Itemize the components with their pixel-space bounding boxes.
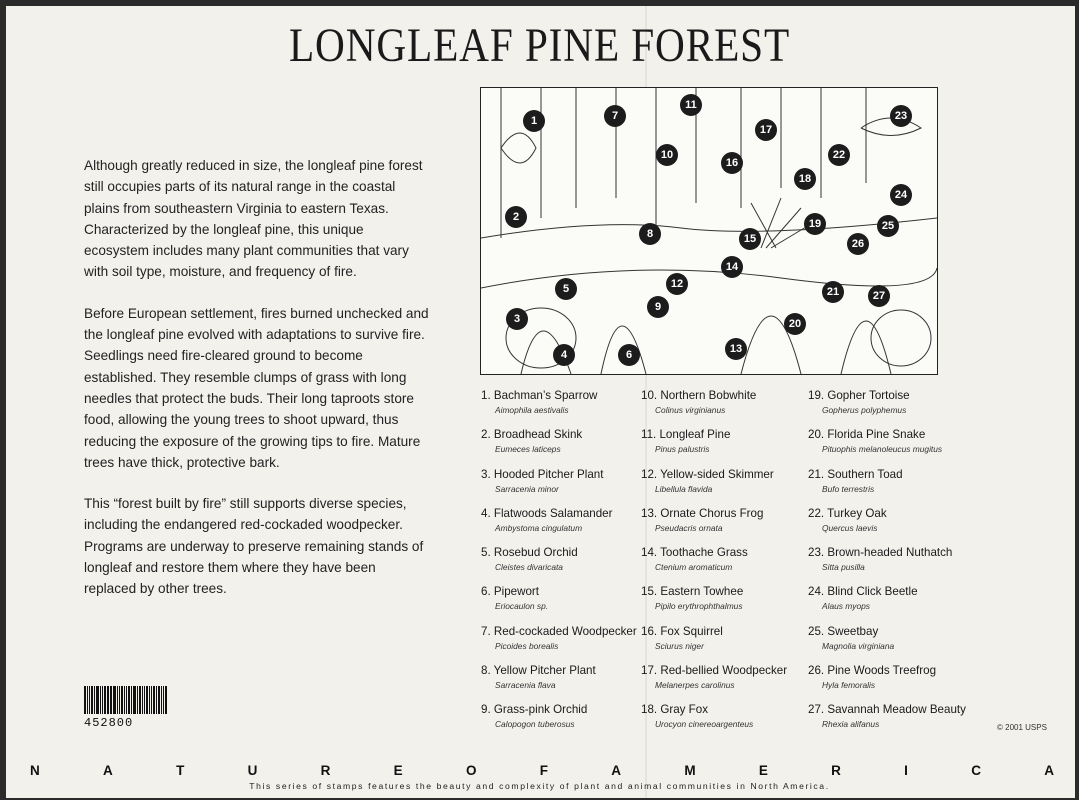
species-item	[641, 585, 821, 624]
barcode-bar	[126, 686, 127, 714]
key-marker: 25	[877, 215, 899, 237]
species-item	[808, 507, 988, 546]
species-scientific-name: Alaus myops	[822, 601, 870, 612]
species-scientific-name: Bufo terrestris	[822, 483, 875, 494]
species-scientific-name: Pituophis melanoleucus mugitus	[822, 444, 943, 455]
species-scientific-name: Pipilo erythrophthalmus	[655, 601, 743, 612]
species-item	[808, 585, 988, 624]
series-letter: I	[904, 763, 908, 778]
species-item	[641, 389, 821, 428]
species-scientific-name: Sarracenia flava	[495, 680, 556, 691]
species-scientific-name: Urocyon cinereoargenteus	[655, 719, 754, 730]
series-letter: R	[320, 763, 331, 778]
species-scientific-name: Ctenium aromaticum	[655, 562, 733, 573]
species-name: 24. Blind Click Beetle	[808, 585, 918, 599]
key-marker: 24	[890, 184, 912, 206]
species-column	[481, 389, 661, 743]
series-tagline: This series of stamps features the beauty and complexity of plant and animal communities in North America.	[249, 781, 830, 791]
series-letter: C	[971, 763, 981, 778]
species-item	[641, 625, 821, 664]
species-item	[641, 428, 821, 467]
species-name: 11. Longleaf Pine	[641, 428, 731, 442]
species-scientific-name: Eriocaulon sp.	[495, 601, 549, 612]
species-column	[808, 389, 988, 743]
species-name: 16. Fox Squirrel	[641, 624, 723, 638]
key-marker: 12	[666, 273, 688, 295]
key-marker: 27	[868, 285, 890, 307]
key-marker: 18	[794, 168, 816, 190]
species-name: 19. Gopher Tortoise	[808, 389, 910, 402]
intro-paragraph: Although greatly reduced in size, the longleaf pine forest still occupies parts of its natural range in the coastal plains from southeastern Virginia to eastern Texas. Characterized by the longleaf pine, this unique ecosystem includes many plant communities that vary with soil type, moisture, and frequency of fire.	[84, 158, 423, 280]
key-marker: 20	[784, 313, 806, 335]
series-letter: E	[393, 763, 403, 778]
species-item	[808, 703, 988, 742]
key-marker: 21	[822, 281, 844, 303]
intro-text	[84, 155, 429, 620]
barcode-bar	[102, 686, 103, 714]
key-marker: 22	[828, 144, 850, 166]
barcode-bar	[91, 686, 93, 714]
barcode-bar	[165, 686, 167, 714]
barcode-bar	[84, 686, 86, 714]
species-name: 9. Grass-pink Orchid	[481, 703, 588, 717]
species-name: 13. Ornate Chorus Frog	[641, 506, 764, 520]
species-item	[641, 507, 821, 546]
barcode-bar	[89, 686, 90, 714]
barcode-bar	[96, 686, 99, 714]
species-scientific-name: Eumeces laticeps	[495, 444, 561, 455]
key-marker: 10	[656, 144, 678, 166]
intro-paragraph: Before European settlement, fires burned unchecked and the longleaf pine evolved with adaptations to survive fire. Seedlings need fire-cleared ground to become established. They resemble clumps of grass with long needles that protect the buds. Their long taproots store food, allowing the young trees to shoot upward, thus reducing the exposure of the growing tips to fire. Mature trees have thick, protective bark.	[84, 305, 429, 470]
species-scientific-name: Hyla femoralis	[822, 680, 876, 691]
key-marker: 6	[618, 344, 640, 366]
species-item	[481, 703, 661, 742]
barcode-bar	[113, 686, 116, 714]
species-name: 23. Brown-headed Nuthatch	[808, 546, 953, 560]
series-letter: F	[539, 763, 548, 778]
species-scientific-name: Gopherus polyphemus	[822, 405, 907, 415]
species-name: 1. Bachman’s Sparrow	[481, 389, 598, 402]
species-scientific-name: Aimophila aestivalis	[495, 405, 569, 415]
barcode-bar	[133, 686, 136, 714]
barcode-bar	[100, 686, 101, 714]
species-item	[481, 428, 661, 467]
key-marker: 7	[604, 105, 626, 127]
species-item	[481, 389, 661, 428]
series-title	[30, 763, 1054, 778]
species-name: 27. Savannah Meadow Beauty	[808, 703, 966, 717]
series-letter: N	[30, 763, 40, 778]
barcode-bar	[104, 686, 106, 714]
series-letter: T	[176, 763, 185, 778]
key-marker: 26	[847, 233, 869, 255]
species-scientific-name: Ambystoma cingulatum	[495, 522, 583, 533]
key-marker: 1	[523, 110, 545, 132]
key-marker: 14	[721, 256, 743, 278]
species-scientific-name: Quercus laevis	[822, 522, 878, 533]
series-letter: U	[247, 763, 258, 778]
species-column	[641, 389, 821, 743]
species-item	[481, 546, 661, 585]
species-item	[808, 625, 988, 664]
species-scientific-name: Cleistes divaricata	[495, 562, 563, 573]
species-name: 14. Toothache Grass	[641, 546, 748, 560]
barcode-bar	[124, 686, 125, 714]
forest-illustration	[481, 88, 937, 374]
species-name: 3. Hooded Pitcher Plant	[481, 467, 604, 481]
species-name: 8. Yellow Pitcher Plant	[481, 664, 596, 678]
species-name: 26. Pine Woods Treefrog	[808, 664, 937, 678]
barcode-bar	[163, 686, 164, 714]
key-marker: 9	[647, 296, 669, 318]
barcode-bar	[149, 686, 150, 714]
key-marker: 2	[505, 206, 527, 228]
species-scientific-name: Sciurus niger	[655, 640, 704, 651]
barcode-bar	[139, 686, 141, 714]
species-name: 6. Pipewort	[481, 585, 539, 599]
barcode-bar	[153, 686, 156, 714]
barcode-bar	[107, 686, 108, 714]
key-marker: 13	[725, 338, 747, 360]
barcode-bar	[137, 686, 138, 714]
barcode-bar	[161, 686, 162, 714]
species-name: 10. Northern Bobwhite	[641, 389, 757, 402]
species-item	[641, 468, 821, 507]
species-scientific-name: Picoides borealis	[495, 640, 559, 651]
species-item	[641, 546, 821, 585]
species-name: 17. Red-bellied Woodpecker	[641, 664, 788, 678]
barcode-number: 452800	[84, 716, 134, 730]
barcode-bar	[121, 686, 123, 714]
species-item	[808, 389, 988, 428]
species-name: 12. Yellow-sided Skimmer	[641, 467, 774, 481]
species-item	[808, 546, 988, 585]
page-title: LONGLEAF PINE FOREST	[288, 19, 791, 72]
species-scientific-name: Sitta pusilla	[822, 562, 865, 573]
barcode-bar	[108, 686, 109, 714]
barcode-bar	[128, 686, 130, 714]
key-marker: 23	[890, 105, 912, 127]
barcode-bar	[119, 686, 120, 714]
series-letter: A	[1044, 763, 1054, 778]
species-scientific-name: Colinus virginianus	[655, 405, 726, 415]
barcode-bar	[158, 686, 160, 714]
species-name: 20. Florida Pine Snake	[808, 428, 926, 442]
species-scientific-name: Sarracenia minor	[495, 483, 559, 494]
species-name: 22. Turkey Oak	[808, 506, 887, 520]
series-letter: O	[465, 763, 477, 778]
species-item	[808, 428, 988, 467]
series-letter: A	[611, 763, 622, 778]
key-marker: 4	[553, 344, 575, 366]
species-name: 18. Gray Fox	[641, 703, 709, 717]
species-item	[481, 507, 661, 546]
intro-paragraph: This “forest built by fire” still supports diverse species, including the endangered red-cockaded woodpecker. Programs are underway to preserve remaining stands of longleaf and restore them where they have been replaced by other trees.	[84, 496, 424, 597]
barcode	[84, 686, 168, 714]
key-marker: 19	[804, 213, 826, 235]
species-scientific-name: Libellula flavida	[655, 483, 713, 494]
barcode-bar	[131, 686, 132, 714]
series-letter: E	[758, 763, 768, 778]
species-scientific-name: Rhexia alifanus	[822, 719, 880, 730]
barcode-bar	[87, 686, 88, 714]
barcode-bar	[156, 686, 157, 714]
species-item	[481, 664, 661, 703]
barcode-bar	[144, 686, 145, 714]
species-scientific-name: Calopogon tuberosus	[495, 719, 575, 730]
species-name: 15. Eastern Towhee	[641, 585, 744, 599]
key-marker: 15	[739, 228, 761, 250]
species-item	[641, 703, 821, 742]
series-letter: M	[684, 763, 696, 778]
species-scientific-name: Magnolia virginiana	[822, 640, 895, 651]
species-name: 5. Rosebud Orchid	[481, 546, 578, 560]
copyright-notice: © 2001 USPS	[997, 723, 1047, 732]
species-item	[481, 585, 661, 624]
series-letter: A	[103, 763, 113, 778]
barcode-bar	[151, 686, 152, 714]
barcode-bar	[142, 686, 143, 714]
species-name: 4. Flatwoods Salamander	[481, 506, 613, 520]
species-scientific-name: Pseudacris ornata	[655, 522, 723, 533]
species-item	[481, 468, 661, 507]
species-name: 25. Sweetbay	[808, 624, 879, 638]
series-letter: R	[831, 763, 841, 778]
barcode-bar	[110, 686, 112, 714]
key-marker: 3	[506, 308, 528, 330]
key-marker: 17	[755, 119, 777, 141]
key-marker: 16	[721, 152, 743, 174]
barcode-bar	[146, 686, 148, 714]
species-name: 7. Red-cockaded Woodpecker	[481, 624, 637, 638]
species-item	[481, 625, 661, 664]
illustration-key	[480, 87, 938, 375]
species-item	[808, 664, 988, 703]
key-marker: 5	[555, 278, 577, 300]
species-item	[641, 664, 821, 703]
key-marker: 8	[639, 223, 661, 245]
species-name: 2. Broadhead Skink	[481, 428, 583, 442]
species-scientific-name: Pinus palustris	[655, 444, 710, 455]
species-item	[808, 468, 988, 507]
barcode-bar	[94, 686, 95, 714]
species-name: 21. Southern Toad	[808, 467, 903, 481]
barcode-bar	[117, 686, 118, 714]
species-scientific-name: Melanerpes carolinus	[655, 680, 735, 691]
key-marker: 11	[680, 94, 702, 116]
